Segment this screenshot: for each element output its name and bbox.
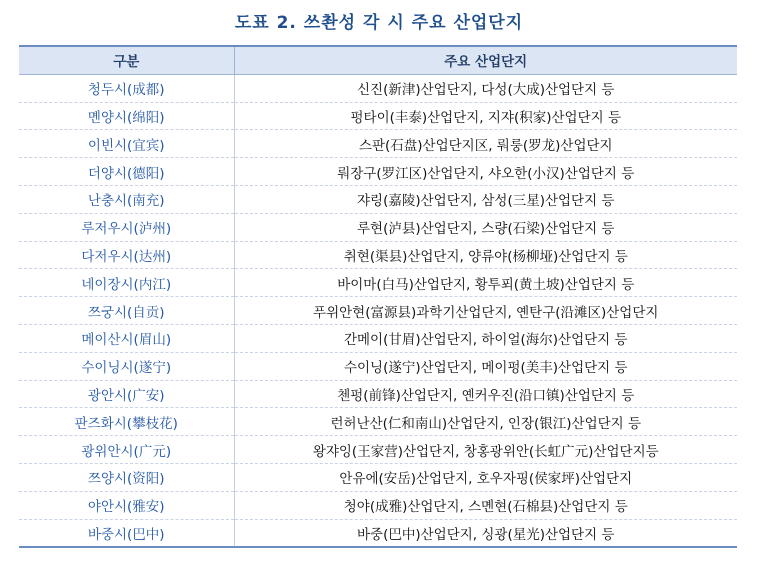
- industrial-parks-cell: 취현(渠县)산업단지, 양류야(杨柳垭)산업단지 등: [234, 241, 737, 269]
- table-row: [19, 74, 737, 102]
- table-row: [19, 102, 737, 130]
- industrial-parks-cell: 신진(新津)산업단지, 다성(大成)산업단지 등: [234, 74, 737, 102]
- industrial-parks-cell: 바이마(白马)산업단지, 황투푀(黄土坡)산업단지 등: [234, 269, 737, 297]
- region-cell: 쯔양시(资阳): [19, 463, 234, 491]
- table-row: [19, 519, 737, 547]
- industrial-parks-cell: 루현(泸县)산업단지, 스량(石梁)산업단지 등: [234, 213, 737, 241]
- table-row: [19, 436, 737, 464]
- region-cell: 바중시(巴中): [19, 519, 234, 547]
- region-cell: 네이장시(内江): [19, 269, 234, 297]
- industrial-parks-cell: 쟈링(嘉陵)산업단지, 삼성(三星)산업단지 등: [234, 185, 737, 213]
- table-row: [19, 380, 737, 408]
- region-cell: 쯔궁시(自贡): [19, 297, 234, 325]
- industrial-parks-cell: 바중(巴中)산업단지, 싱광(星光)산업단지 등: [234, 519, 737, 547]
- table-row: [19, 213, 737, 241]
- table-row: [19, 491, 737, 519]
- industrial-parks-cell: 스판(石盘)산업단지区, 뤄룽(罗龙)산업단지: [234, 130, 737, 158]
- table-row: [19, 297, 737, 325]
- region-cell: 수이닝시(遂宁): [19, 352, 234, 380]
- header-industrial-parks: 주요 산업단지: [234, 46, 737, 74]
- region-cell: 난충시(南充): [19, 185, 234, 213]
- region-cell: 루저우시(泸州): [19, 213, 234, 241]
- region-cell: 다저우시(达州): [19, 241, 234, 269]
- industrial-parks-cell: 푸위안현(富源县)과학기산업단지, 옌탄구(沿滩区)산업단지: [234, 297, 737, 325]
- industrial-parks-cell: 펑타이(丰泰)산업단지, 지쟈(积家)산업단지 등: [234, 102, 737, 130]
- table-title: 도표 2. 쓰촨성 각 시 주요 산업단지: [234, 13, 524, 33]
- region-cell: 판즈화시(攀枝花): [19, 408, 234, 436]
- table-row: [19, 408, 737, 436]
- region-cell: 몐양시(绵阳): [19, 102, 234, 130]
- industrial-parks-cell: 수이닝(遂宁)산업단지, 메이펑(美丰)산업단지 등: [234, 352, 737, 380]
- table-row: [19, 185, 737, 213]
- table-row: [19, 463, 737, 491]
- region-cell: 메이산시(眉山): [19, 324, 234, 352]
- header-region: 구분: [19, 46, 234, 74]
- table-row: [19, 269, 737, 297]
- industrial-parks-cell: 왕쟈잉(王家营)산업단지, 창홍광위안(长虹广元)산업단지등: [234, 436, 737, 464]
- table-row: [19, 324, 737, 352]
- industrial-parks-cell: 뤄장구(罗江区)산업단지, 샤오한(小汉)산업단지 등: [234, 158, 737, 186]
- industrial-park-table: [19, 45, 737, 548]
- region-cell: 야안시(雅安): [19, 491, 234, 519]
- table-header-row: [19, 46, 737, 74]
- table-row: [19, 241, 737, 269]
- region-cell: 이빈시(宜宾): [19, 130, 234, 158]
- table-row: [19, 352, 737, 380]
- region-cell: 광안시(广安): [19, 380, 234, 408]
- industrial-parks-cell: 청야(成雅)산업단지, 스몐현(石棉县)산업단지 등: [234, 491, 737, 519]
- industrial-parks-cell: 첸펑(前锋)산업단지, 옌커우진(沿口镇)산업단지 등: [234, 380, 737, 408]
- region-cell: 광위안시(广元): [19, 436, 234, 464]
- industrial-parks-cell: 간메이(甘眉)산업단지, 하이얼(海尔)산업단지 등: [234, 324, 737, 352]
- region-cell: 청두시(成都): [19, 74, 234, 102]
- table-body: [19, 74, 737, 547]
- table-row: [19, 158, 737, 186]
- region-cell: 더양시(德阳): [19, 158, 234, 186]
- table-row: [19, 130, 737, 158]
- industrial-parks-cell: 런허난산(仁和南山)산업단지, 인장(银江)산업단지 등: [234, 408, 737, 436]
- industrial-parks-cell: 안유에(安岳)산업단지, 호우자핑(侯家坪)산업단지: [234, 463, 737, 491]
